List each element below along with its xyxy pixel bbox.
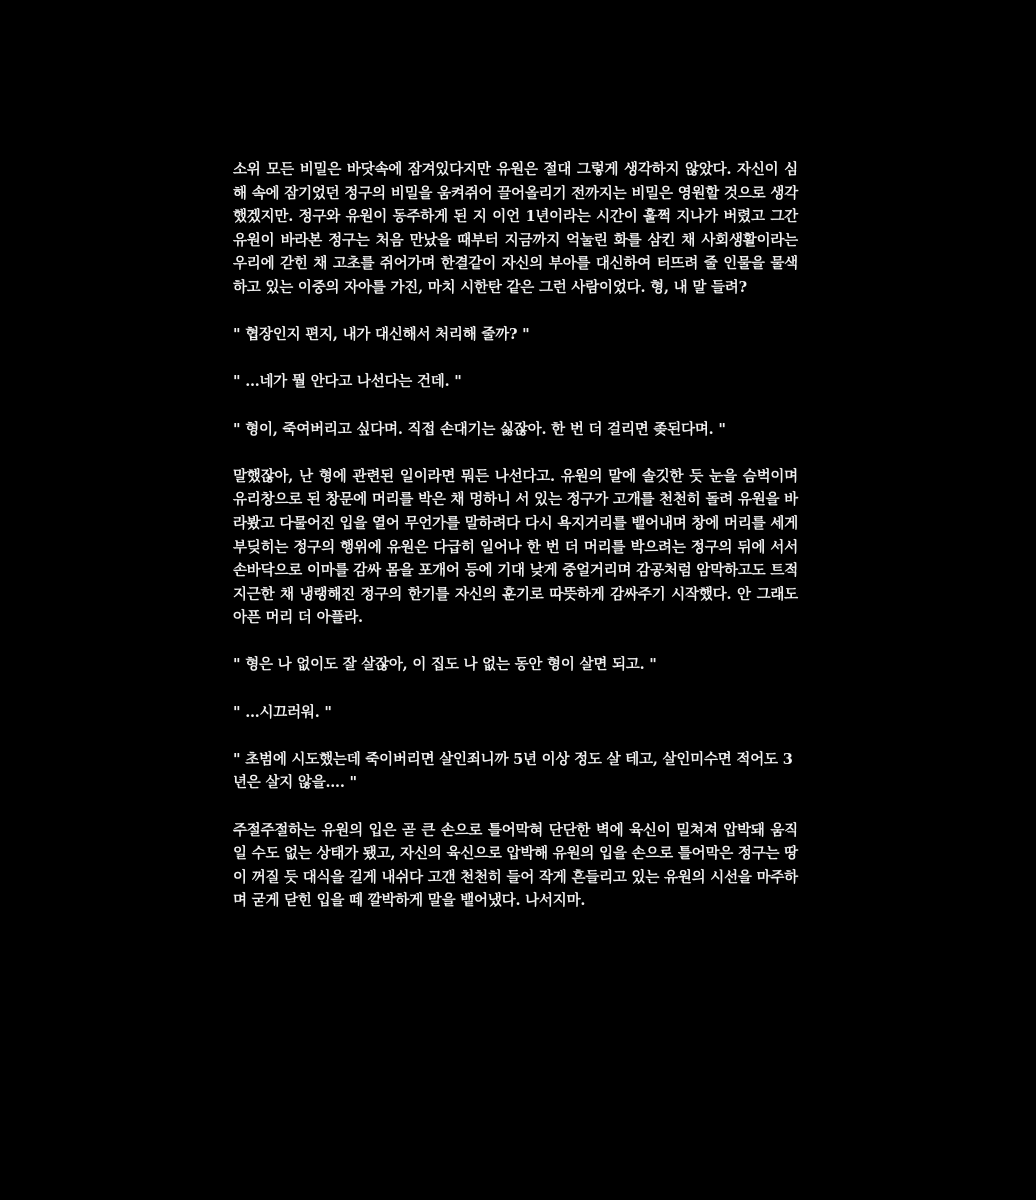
dialogue-line: " 형이, 죽여버리고 싶다며. 직접 손대기는 싫잖아. 한 번 더 걸리면 좆된다며. " xyxy=(233,420,726,438)
paragraph: 말했잖아, 난 형에 관련된 일이라면 뭐든 나선다고. 유원의 말에 솔깃한 듯 눈을 슴벅이며 유리창으로 된 창문에 머리를 박은 채 멍하니 서 있는 정구가 고개를 천천히 돌려 유원을 바라봤고 다물어진 입을 열어 무언가를 말하려다 다시 욕지거리를 뱉어내며 창에 머리를 세게 부딪히는 정구의 행위에 유원은 다급히 일어나 한 번 더 머리를 박으려는 정구의 뒤에 서서 손바닥으로 이마를 감싸 몸을 포개어 등에 기대 낮게 중얼거리며 감공처럼 암막하고도 트적지근한 채 냉랭해진 정구의 한기를 자신의 훈기로 따뜻하게 감싸주기 시작했다. 안 그래도 아픈 머리 더 아플라. xyxy=(233,467,798,627)
document-body xyxy=(233,158,798,937)
dialogue-line: " 형은 나 없이도 잘 살잖아, 이 집도 나 없는 동안 형이 살면 되고. " xyxy=(233,656,657,674)
dialogue-line: " …네가 뭘 안다고 나선다는 건데. " xyxy=(233,373,462,391)
paragraph: 주절주절하는 유원의 입은 곧 큰 손으로 틀어막혀 단단한 벽에 육신이 밀쳐져 압박돼 움직일 수도 없는 상태가 됐고, 자신의 육신으로 압박해 유원의 입을 손으로 틀어막은 정구는 땅이 꺼질 듯 대식을 길게 내쉬다 고갠 천천히 들어 작게 흔들리고 있는 유원의 시선을 마주하며 굳게 닫힌 입을 떼 깔박하게 말을 뱉어냈다. 나서지마. xyxy=(233,821,798,910)
paragraph: 소위 모든 비밀은 바닷속에 잠겨있다지만 유원은 절대 그렇게 생각하지 않았다. 자신이 심해 속에 잠기었던 정구의 비밀을 움켜쥐어 끌어올리기 전까지는 비밀은 영원할 것으로 생각했겠지만. 정구와 유원이 동주하게 된 지 이언 1년이라는 시간이 훌쩍 지나가 버렸고 그간 유원이 바라본 정구는 처음 만났을 때부터 지금까지 억눌린 화를 삼킨 채 사회생활이라는 우리에 갇힌 채 고초를 쥐어가며 한결같이 자신의 부아를 대신하여 터뜨려 줄 인물을 물색하고 있는 이중의 자아를 가진, 마치 시한탄 같은 그런 사람이었다. 형, 내 말 들려? xyxy=(233,161,798,296)
dialogue-line: " 초범에 시도했는데 죽이버리면 살인죄니까 5년 이상 정도 살 테고, 살인미수면 적어도 3년은 살지 않을…. " xyxy=(233,750,793,792)
dialogue-line: " …시끄러워. " xyxy=(233,703,332,721)
dialogue-line: " 협장인지 편지, 내가 대신해서 처리해 줄까? " xyxy=(233,326,530,344)
